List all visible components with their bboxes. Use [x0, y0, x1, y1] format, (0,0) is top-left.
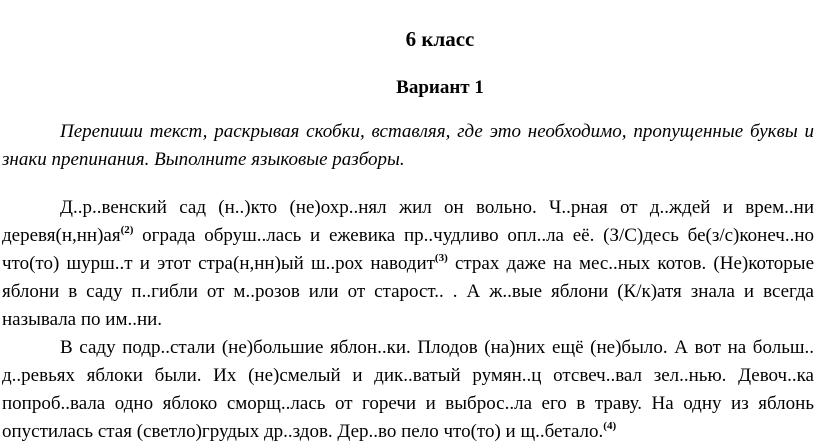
paragraph-1-part-2: ограда обруш..лась и ежевика пр..чудливо опл..ла её. (З/С)десь бе(з/с)конеч..но что(то) шурш..т и этот стра(н,нн)ый ш..рох наводит: [2, 225, 814, 274]
analysis-mark-4: (4): [603, 420, 617, 432]
variant-heading: Вариант 1: [396, 77, 484, 98]
paragraph-1-part-1: Д..р..венский сад (н..)кто (не)охр..нял жил он вольно. Ч..рная от д..ждей и врем..ни деревя(н,нн)ая: [2, 197, 814, 246]
paragraph-1: [2, 194, 814, 334]
task-instruction: Перепиши текст, раскрывая скобки, вставляя, где это необходимо, пропущенные буквы и знаки препинания. Выполните языковые разборы.: [2, 121, 814, 170]
analysis-mark-2: (2): [120, 224, 134, 236]
paragraph-1-part-3: страх даже на мес..ных котов. (Не)которые яблони в саду п..гибли от м..розов или от старост.. . А ж..вые яблони (К/к)атя знала и всегда называла по им..ни.: [2, 253, 814, 330]
paragraph-2: [2, 334, 814, 446]
page-title: 6 класс: [405, 27, 475, 51]
dictation-text: [2, 194, 814, 446]
analysis-mark-3: (3): [434, 252, 448, 264]
paragraph-2-part-1: В саду подр..стали (не)большие яблон..ки. Плодов (на)них ещё (не)было. А вот на больш.. д..ревьях яблоки были. Их (не)смелый и дик..ватый румян..ц отсвеч..вал зел..нью. Девоч..ка попроб..вала одно яблоко сморщ..лась от горечи и выброс..ла его в траву. На одну из яблонь опустилась стая (светло)грудых др..здов. Дер..во пело что(то) и щ..бетало.: [2, 337, 814, 442]
